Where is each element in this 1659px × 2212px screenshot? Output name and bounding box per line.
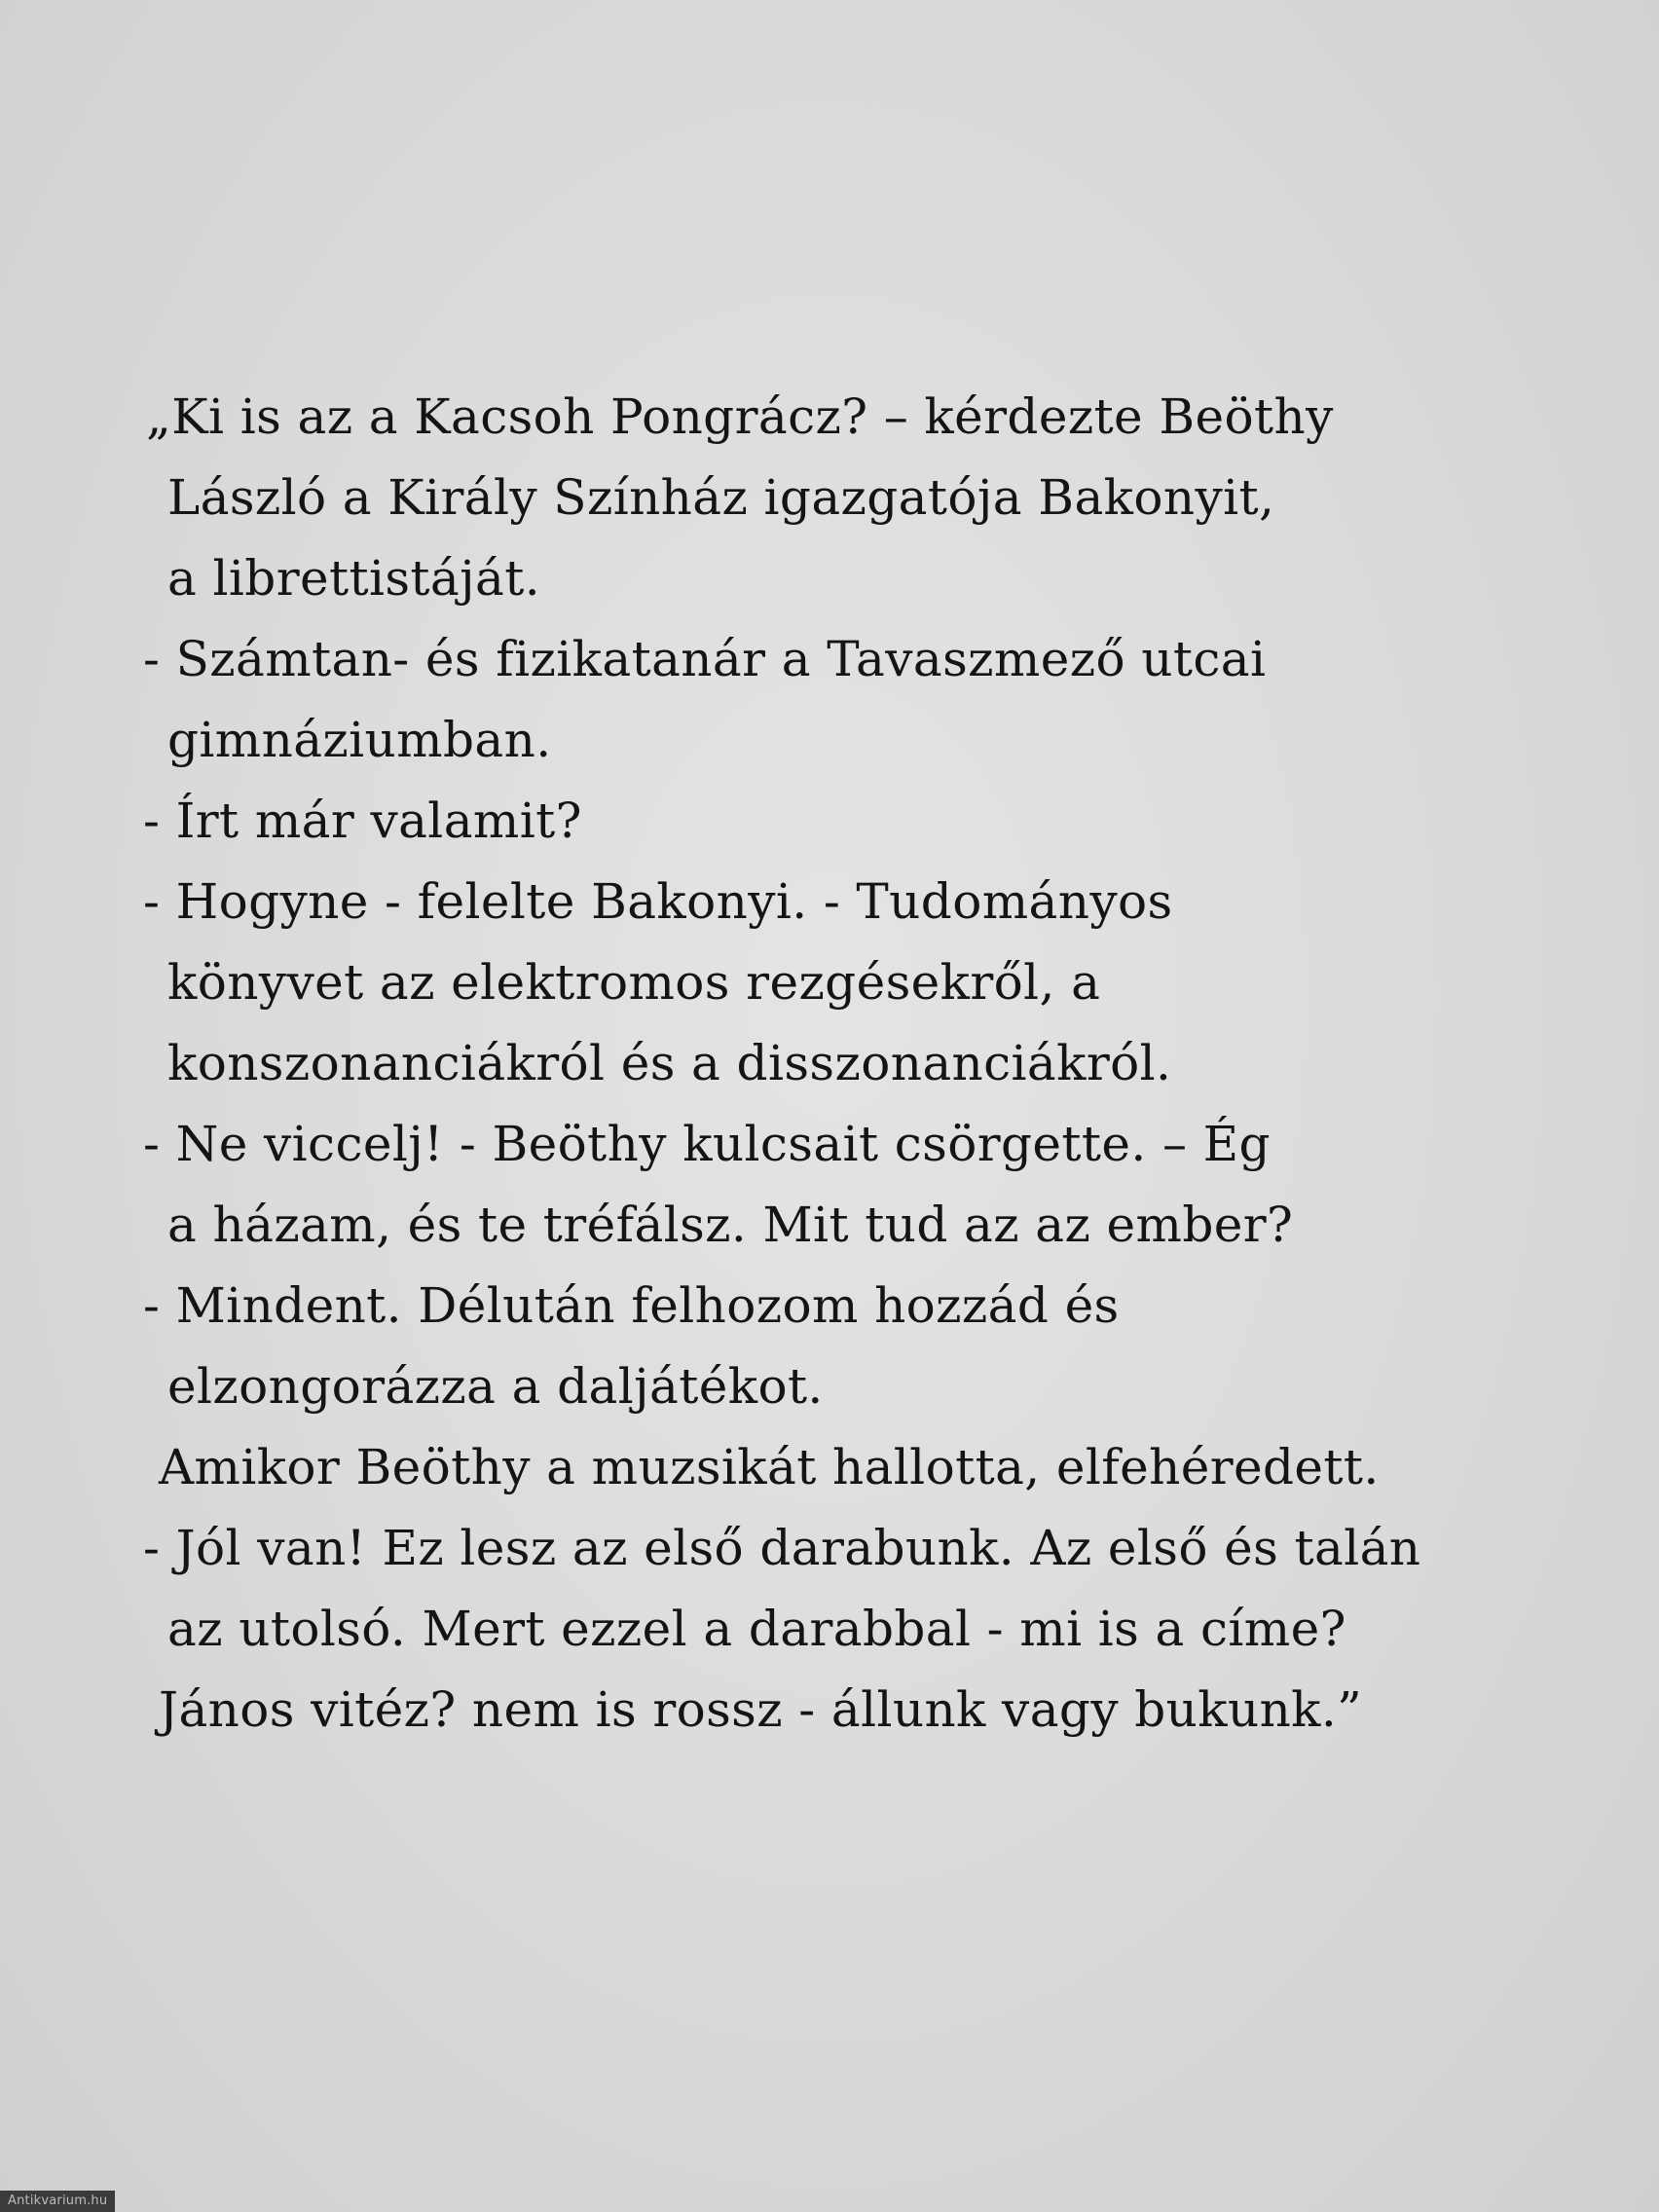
text-line: - Ne viccelj! - Beöthy kulcsait csörgette. – Ég bbox=[143, 1116, 1271, 1172]
text-line: a librettistáját. bbox=[167, 550, 541, 607]
text-line: János vitéz? nem is rossz - állunk vagy bukunk.” bbox=[159, 1681, 1363, 1738]
text-line: - Jól van! Ez lesz az első darabunk. Az első és talán bbox=[143, 1520, 1421, 1576]
text-line: „Ki is az a Kacsoh Pongrácz? – kérdezte Beöthy bbox=[146, 388, 1334, 445]
text-line: elzongorázza a daljátékot. bbox=[167, 1358, 824, 1415]
watermark-label: Antikvarium.hu bbox=[0, 2191, 115, 2212]
text-line: Amikor Beöthy a muzsikát hallotta, elfehéredett. bbox=[159, 1439, 1380, 1495]
text-line: László a Király Színház igazgatója Bakonyit, bbox=[167, 469, 1275, 526]
text-line: könyvet az elektromos rezgésekről, a bbox=[167, 954, 1101, 1011]
text-line: - Mindent. Délután felhozom hozzád és bbox=[143, 1277, 1120, 1334]
text-line: az utolsó. Mert ezzel a darabbal - mi is a címe? bbox=[167, 1601, 1346, 1657]
text-line: - Hogyne - felelte Bakonyi. - Tudományos bbox=[143, 873, 1173, 930]
text-line: a házam, és te tréfálsz. Mit tud az az ember? bbox=[167, 1197, 1294, 1253]
text-line: - Írt már valamit? bbox=[143, 793, 582, 849]
text-line: - Számtan- és fizikatanár a Tavaszmező utcai bbox=[143, 631, 1267, 687]
text-line: konszonanciákról és a disszonanciákról. bbox=[167, 1035, 1172, 1091]
text-line: gimnáziumban. bbox=[167, 712, 552, 768]
